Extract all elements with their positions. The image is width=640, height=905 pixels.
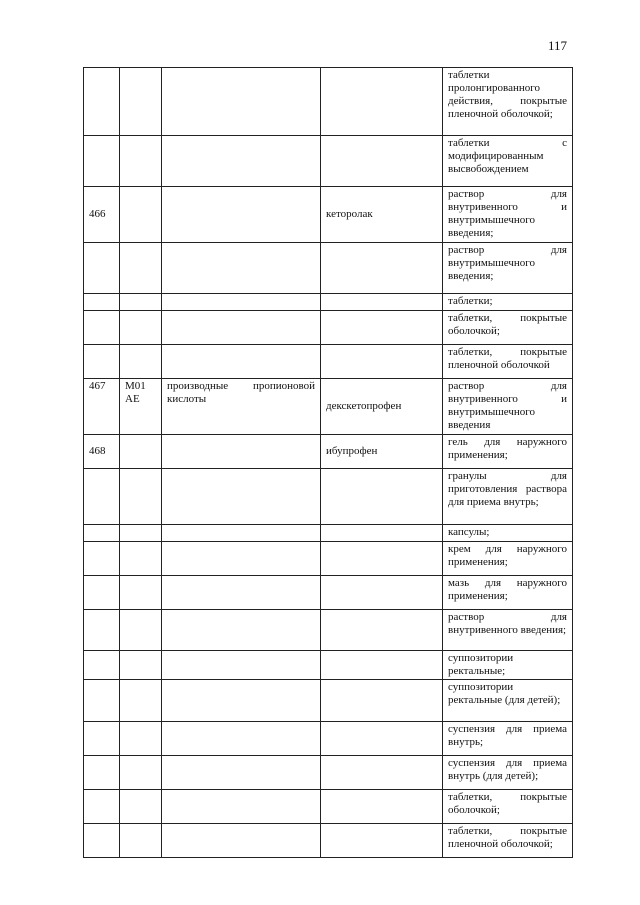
atc-code-cell — [120, 651, 162, 680]
row-number-cell — [84, 68, 120, 136]
table-row — [84, 790, 573, 824]
row-number-cell — [84, 790, 120, 824]
row-number-cell — [84, 576, 120, 610]
pharm-group-cell — [162, 435, 321, 469]
pharm-group-cell — [162, 311, 321, 345]
pharm-group-cell — [162, 576, 321, 610]
table-row — [84, 651, 573, 680]
drug-name-cell — [321, 542, 443, 576]
drug-name-cell: декскетопрофен — [321, 379, 443, 435]
pharm-group-cell — [162, 136, 321, 187]
table-row — [84, 756, 573, 790]
atc-code-cell — [120, 525, 162, 542]
table-row — [84, 243, 573, 294]
drug-name-cell: кеторолак — [321, 187, 443, 243]
row-number-cell — [84, 722, 120, 756]
drug-name-cell — [321, 576, 443, 610]
dosage-form-cell: суспензия для приема внутрь; — [443, 722, 573, 756]
atc-code-cell — [120, 435, 162, 469]
dosage-form-cell: таблетки, покрытые пленочной оболочкой; — [443, 824, 573, 858]
table-row — [84, 680, 573, 722]
table-row — [84, 469, 573, 525]
atc-code-cell — [120, 187, 162, 243]
pharm-group-cell — [162, 243, 321, 294]
dosage-form-cell: раствор для внутривенного и внутримышечного введения — [443, 379, 573, 435]
table-row — [84, 722, 573, 756]
atc-code-cell — [120, 610, 162, 651]
dosage-form-cell: таблетки с модифицированным высвобождением — [443, 136, 573, 187]
atc-code-cell — [120, 824, 162, 858]
dosage-form-cell: крем для наружного применения; — [443, 542, 573, 576]
dosage-form-cell: гранулы для приготовления раствора для приема внутрь; — [443, 469, 573, 525]
row-number-cell — [84, 294, 120, 311]
row-number-cell — [84, 243, 120, 294]
row-number-cell — [84, 610, 120, 651]
table-row — [84, 824, 573, 858]
pharm-group-cell — [162, 680, 321, 722]
pharm-group-cell — [162, 294, 321, 311]
drug-name-cell — [321, 525, 443, 542]
atc-code-cell — [120, 345, 162, 379]
atc-code-cell — [120, 680, 162, 722]
dosage-form-cell: таблетки, покрытые оболочкой; — [443, 790, 573, 824]
drug-name-cell — [321, 345, 443, 379]
pharm-group-cell — [162, 187, 321, 243]
page-number: 117 — [548, 38, 568, 53]
dosage-form-cell: раствор для внутривенного введения; — [443, 610, 573, 651]
dosage-form-cell: суспензия для приема внутрь (для детей); — [443, 756, 573, 790]
pharm-group-cell: производные пропионовой кислоты — [162, 379, 321, 435]
pharm-group-cell — [162, 722, 321, 756]
row-number-cell — [84, 542, 120, 576]
drug-name-cell — [321, 243, 443, 294]
drug-name-cell — [321, 824, 443, 858]
dosage-form-cell: гель для наружного применения; — [443, 435, 573, 469]
drug-name-cell: ибупрофен — [321, 435, 443, 469]
drug-name-cell — [321, 756, 443, 790]
atc-code-cell — [120, 136, 162, 187]
dosage-form-cell: таблетки пролонгированного действия, покрытые пленочной оболочкой; — [443, 68, 573, 136]
atc-code-cell — [120, 68, 162, 136]
pharm-group-cell — [162, 345, 321, 379]
drug-table — [83, 67, 573, 858]
drug-name-cell — [321, 136, 443, 187]
table-row — [84, 610, 573, 651]
table-row — [84, 525, 573, 542]
drug-name-cell — [321, 469, 443, 525]
table-row — [84, 294, 573, 311]
pharm-group-cell — [162, 610, 321, 651]
drug-name-cell — [321, 294, 443, 311]
pharm-group-cell — [162, 824, 321, 858]
dosage-form-cell: раствор для внутривенного и внутримышечного введения; — [443, 187, 573, 243]
row-number-cell: 468 — [84, 435, 120, 469]
drug-name-cell — [321, 651, 443, 680]
row-number-cell — [84, 756, 120, 790]
row-number-cell: 467 — [84, 379, 120, 435]
table-row — [84, 136, 573, 187]
dosage-form-cell: таблетки, покрытые пленочной оболочкой — [443, 345, 573, 379]
pharm-group-cell — [162, 68, 321, 136]
atc-code-cell — [120, 542, 162, 576]
pharm-group-cell — [162, 756, 321, 790]
dosage-form-cell: суппозитории ректальные; — [443, 651, 573, 680]
dosage-form-cell: мазь для наружного применения; — [443, 576, 573, 610]
pharm-group-cell — [162, 525, 321, 542]
table-row — [84, 542, 573, 576]
pharm-group-cell — [162, 542, 321, 576]
dosage-form-cell: капсулы; — [443, 525, 573, 542]
row-number-cell — [84, 311, 120, 345]
drug-table-body — [84, 68, 573, 858]
atc-code-cell — [120, 294, 162, 311]
table-row — [84, 187, 573, 243]
row-number-cell — [84, 525, 120, 542]
row-number-cell — [84, 824, 120, 858]
dosage-form-cell: суппозитории ректальные (для детей); — [443, 680, 573, 722]
drug-name-cell — [321, 680, 443, 722]
table-row — [84, 576, 573, 610]
dosage-form-cell: таблетки; — [443, 294, 573, 311]
pharm-group-cell — [162, 651, 321, 680]
pharm-group-cell — [162, 790, 321, 824]
pharm-group-cell — [162, 469, 321, 525]
table-row — [84, 345, 573, 379]
table-row — [84, 68, 573, 136]
row-number-cell — [84, 651, 120, 680]
row-number-cell — [84, 680, 120, 722]
atc-code-cell — [120, 756, 162, 790]
atc-code-cell — [120, 576, 162, 610]
dosage-form-cell: раствор для внутримышечного введения; — [443, 243, 573, 294]
atc-code-cell — [120, 243, 162, 294]
drug-name-cell — [321, 68, 443, 136]
drug-name-cell — [321, 790, 443, 824]
table-row — [84, 311, 573, 345]
drug-name-cell — [321, 610, 443, 651]
drug-name-cell — [321, 311, 443, 345]
row-number-cell — [84, 136, 120, 187]
atc-code-cell — [120, 722, 162, 756]
atc-code-cell — [120, 469, 162, 525]
table-row — [84, 379, 573, 435]
row-number-cell — [84, 469, 120, 525]
table-row — [84, 435, 573, 469]
atc-code-cell — [120, 790, 162, 824]
atc-code-cell — [120, 311, 162, 345]
dosage-form-cell: таблетки, покрытые оболочкой; — [443, 311, 573, 345]
atc-code-cell: M01 AE — [120, 379, 162, 435]
drug-name-cell — [321, 722, 443, 756]
row-number-cell — [84, 345, 120, 379]
row-number-cell: 466 — [84, 187, 120, 243]
